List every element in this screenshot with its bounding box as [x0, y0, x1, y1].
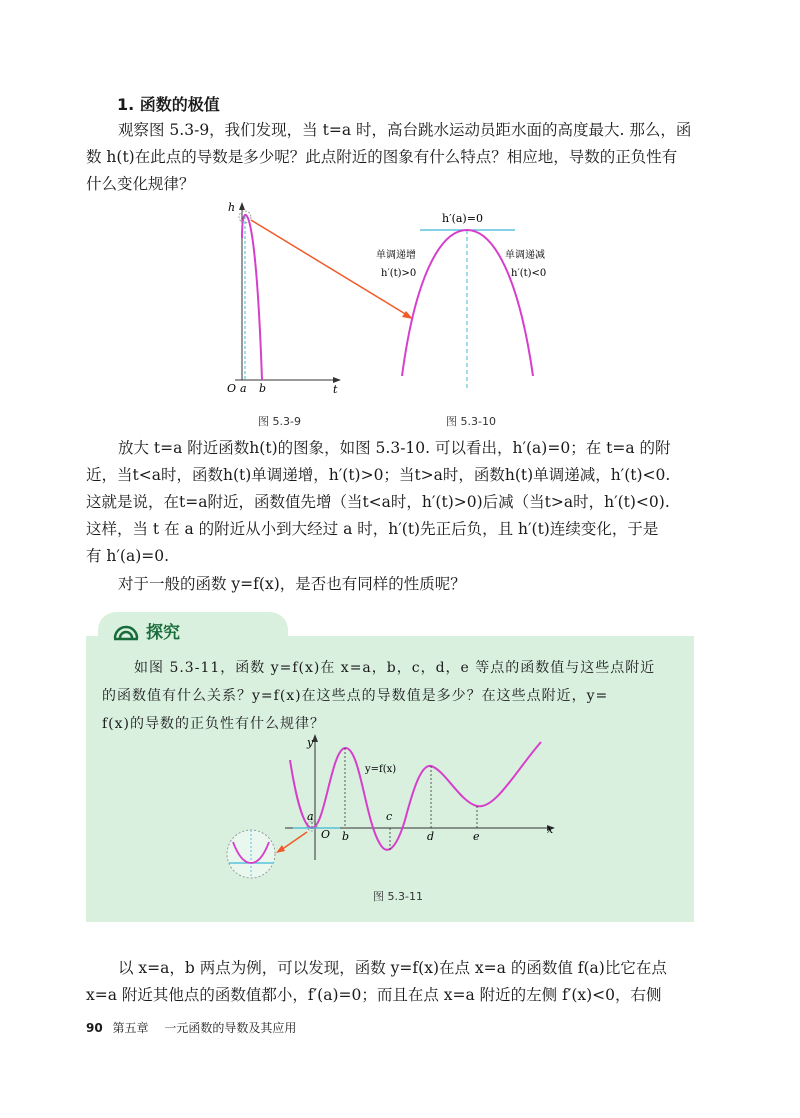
fig5310-label-positive: h′(t)>0 [381, 268, 417, 279]
para2-line-5: 有 h′(a)=0. [86, 547, 170, 565]
chapter-title: 一元函数的导数及其应用 [164, 1021, 297, 1035]
section-heading: 1. 函数的极值 [117, 95, 220, 114]
explore-line-1: 如图 5.3-11，函数 y=f(x)在 x=a，b，c，d，e 等点的函数值与这些点附近 [134, 660, 656, 676]
caption-fig-5-3-9: 图 5.3-9 [258, 415, 301, 428]
paragraph-general [86, 571, 706, 598]
fig539-label-a: a [240, 382, 247, 395]
para4-line-1: 以 x=a，b 两点为例，可以发现，函数 y=f(x)在点 x=a 的函数值 f(a)比它在点 [118, 959, 667, 977]
fig5311-label-x: x [547, 823, 554, 836]
page-footer [86, 1019, 296, 1036]
fig5311-label-e: e [473, 830, 480, 843]
fig5311-zoom-arrow-head [276, 845, 285, 853]
fig539-label-h: h [228, 201, 236, 214]
page-number: 90 [86, 1021, 103, 1035]
fig539-label-t: t [333, 383, 338, 396]
explore-title: 探究 [146, 623, 180, 643]
para3-line: 对于一般的函数 y=f(x)，是否也有同样的性质呢？ [118, 575, 466, 593]
fig5311-label-b: b [342, 830, 350, 843]
explore-question [102, 654, 692, 738]
para1-line-1: 观察图 5.3-9，我们发现，当 t=a 时，高台跳水运动员距水面的高度最大. 那么，函 [118, 121, 692, 139]
explore-icon [112, 620, 140, 642]
fig5311-label-origin: O [321, 828, 331, 841]
caption-fig-5-3-10: 图 5.3-10 [446, 415, 496, 428]
explore-line-2: 的函数值有什么关系？y=f(x)在这些点的导数值是多少？在这些点附近，y= [102, 688, 609, 704]
para2-line-2: 近，当t<a时，函数h(t)单调递增，h′(t)>0；当t>a时，函数h(t)单调递减，h′(t)<0. [86, 466, 671, 484]
explore-line-3: f(x)的导数的正负性有什么规律？ [102, 716, 326, 732]
para2-line-4: 这样，当 t 在 a 的附近从小到大经过 a 时，h′(t)先正后负，且 h′(t)连续变化，于是 [86, 520, 659, 538]
fig5311-zoom-arrow [281, 832, 307, 850]
para1-line-2: 数 h(t)在此点的导数是多少呢？此点附近的图象有什么特点？相应地，导数的正负性有 [86, 148, 678, 166]
paragraph-observe [86, 117, 706, 198]
fig5310-label-increasing: 单调递增 [376, 250, 416, 261]
para2-line-3: 这就是说，在t=a附近，函数值先增（当t<a时，h′(t)>0)后减（当t>a时，h′(t)<0). [86, 493, 670, 511]
fig5310-label-decreasing: 单调递减 [505, 250, 545, 261]
fig5311-label-curve: y=f(x) [365, 764, 397, 775]
para2-line-1: 放大 t=a 附近函数h(t)的图象，如图 5.3-10. 可以看出，h′(a)=0；在 t=a 的附 [118, 439, 671, 457]
fig5311-label-y: y [307, 736, 314, 749]
paragraph-zoom [86, 435, 706, 570]
figure-5-3-9-and-5-3-10 [215, 198, 595, 398]
fig539-label-b: b [259, 382, 267, 395]
fig5311-label-d: d [427, 830, 435, 843]
fig539-axis-h-arrow [239, 202, 245, 210]
fig5310-label-negative: h′(t)<0 [511, 268, 547, 279]
paragraph-example [86, 955, 706, 1009]
para1-line-3: 什么变化规律？ [86, 175, 195, 193]
figure-5-3-11 [215, 732, 565, 882]
fig5311-label-a: a [307, 810, 314, 823]
fig5310-label-top: h′(a)=0 [442, 212, 483, 225]
para4-line-2: x=a 附近其他点的函数值都小，f′(a)=0；而且在点 x=a 附近的左侧 f′(x)<0，右侧 [86, 986, 662, 1004]
caption-fig-5-3-11: 图 5.3-11 [373, 890, 423, 903]
fig5311-label-c: c [386, 810, 393, 823]
chapter-number: 第五章 [112, 1021, 149, 1035]
fig539-label-origin: O [227, 382, 237, 395]
